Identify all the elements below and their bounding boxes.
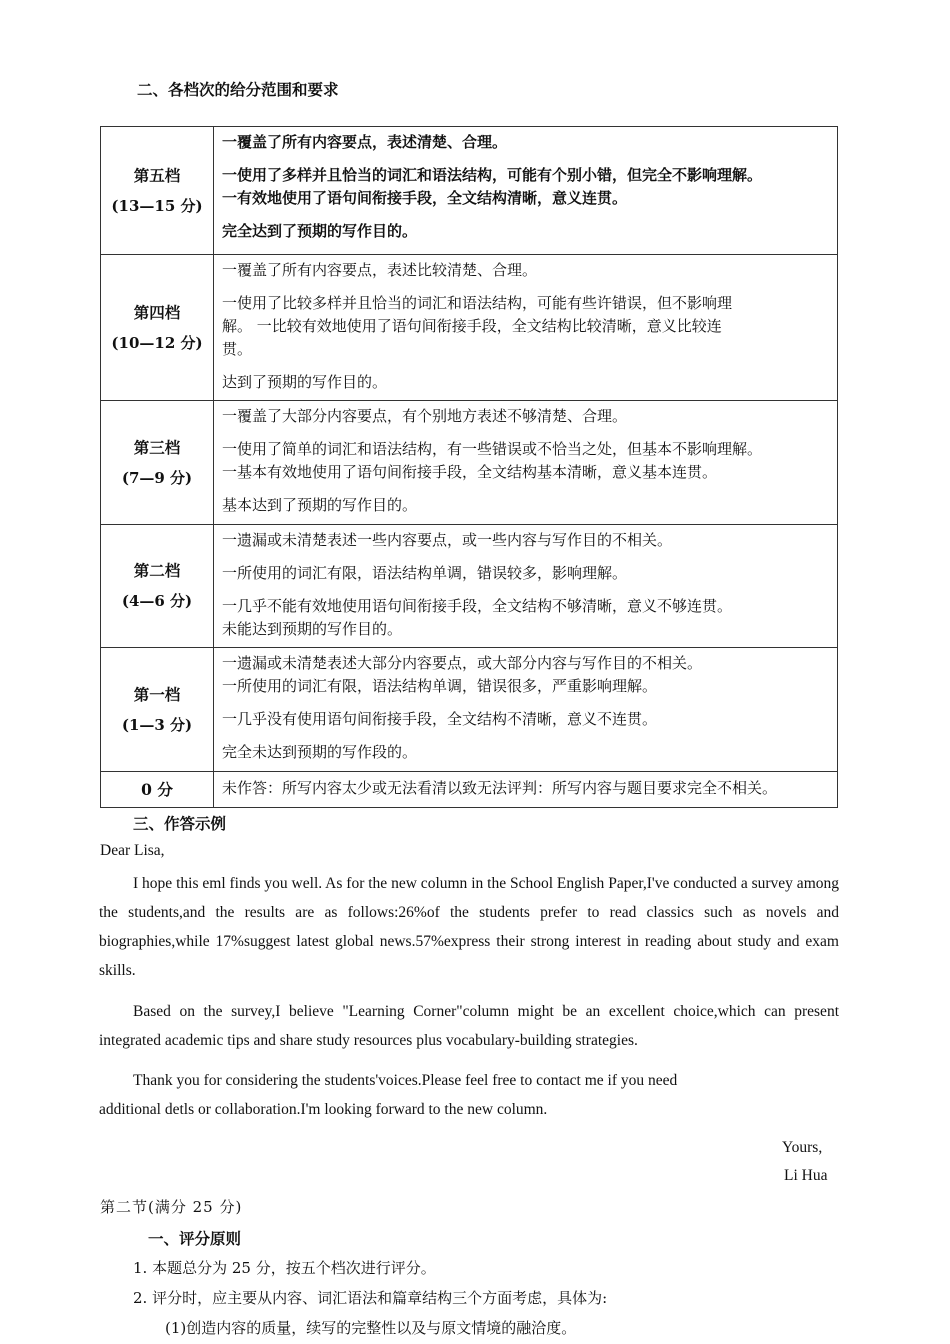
- level-cell: [101, 127, 214, 255]
- letter-body-2: [99, 997, 839, 1055]
- level-name: 第三档: [133, 437, 181, 457]
- scoring-principles-heading: 一、评分原则: [148, 1229, 242, 1248]
- criterion-line: 一几乎没有使用语句间衔接手段，全文结构不清晰，意义不连贯。: [222, 710, 658, 728]
- level-cell: [101, 525, 214, 648]
- rubric-table: [100, 126, 838, 808]
- level-score: (4—6 分): [121, 592, 193, 610]
- level-score: (1—3 分): [121, 715, 193, 734]
- level-score: (10—12 分): [111, 333, 203, 352]
- criterion-line: 解。 一比较有效地使用了语句间衔接手段，全文结构比较清晰，意义比较连: [222, 317, 722, 335]
- level-name: 第二档: [133, 561, 181, 580]
- principle-item: 2. 评分时，应主要从内容、词汇语法和篇章结构三个方面考虑，具体为:: [133, 1289, 608, 1307]
- section-heading-sample-answer: 三、作答示例: [133, 814, 227, 833]
- criterion-line: 一使用了比较多样并且恰当的词汇和语法结构，可能有些许错误，但不影响理: [222, 294, 733, 312]
- rubric-row-level1: [101, 648, 838, 772]
- criterion-line: 一遗漏或未清楚表述一些内容要点，或一些内容与写作目的不相关。: [222, 531, 673, 549]
- rubric-row-level3: [101, 401, 838, 525]
- criterion-line: 一使用了多样并且恰当的词汇和语法结构，可能有个别小错，但完全不影响理解。: [222, 166, 763, 184]
- level-description: [214, 401, 838, 525]
- criterion-line: 达到了预期的写作目的。: [222, 373, 388, 391]
- rubric-row-level2: [101, 525, 838, 648]
- level-description: [214, 648, 838, 772]
- level-cell: [101, 401, 214, 525]
- letter-paragraph-3-line-2: additional detls or collaboration.I'm looking forward to the new column.: [99, 1101, 548, 1118]
- section-heading-grading-levels: 二、各档次的给分范围和要求: [137, 80, 339, 99]
- criterion-line: 完全未达到预期的写作段的。: [222, 743, 418, 761]
- criterion-line: 一基本有效地使用了语句间衔接手段，全文结构基本清晰，意义基本连贯。: [222, 463, 718, 481]
- criterion-line: 贯。: [222, 340, 253, 358]
- level-cell: [101, 648, 214, 772]
- criterion-line: 一所使用的词汇有限，语法结构单调，错误较多，影响理解。: [222, 564, 628, 582]
- level-name: 第一档: [133, 684, 181, 704]
- rubric-row-level4: [101, 255, 838, 401]
- level-name: 第五档: [133, 165, 181, 185]
- level-name: 0 分: [141, 779, 173, 799]
- letter-paragraph: I hope this eml finds you well. As for the new column in the School English Paper,I've conducted a survey among the students,and the results are as follows:26%of the students prefer to read classics such as novels and biographies,while 17%suggest latest global news.57%express their strong interest in reading about study and exam skills.: [99, 875, 839, 979]
- principle-subitem: (1)创造内容的质量，续写的完整性以及与原文情境的融洽度。: [165, 1319, 577, 1337]
- criterion-line: 一覆盖了大部分内容要点，有个别地方表述不够清楚、合理。: [222, 407, 628, 425]
- level-description: [214, 255, 838, 401]
- criterion-line: 一使用了简单的词汇和语法结构，有一些错误或不恰当之处，但基本不影响理解。: [222, 440, 763, 458]
- level-score: (7—9 分): [121, 468, 193, 487]
- criterion-line: 一覆盖了所有内容要点，表述清楚、合理。: [222, 133, 508, 151]
- level-description: [214, 127, 838, 255]
- level-score: (13—15 分): [111, 196, 203, 215]
- letter-paragraph-3-line-1: Thank you for considering the students'voices.Please feel free to contact me if you need: [133, 1072, 678, 1089]
- letter-paragraph: Based on the survey,I believe "Learning Corner"column might be an excellent choice,which can present integrated academic tips and share study resources plus vocabulary-building strategies.: [99, 1003, 839, 1049]
- level-description: [214, 772, 838, 808]
- criterion-line: 一几乎不能有效地使用语句间衔接手段，全文结构不够清晰，意义不够连贯。: [222, 597, 733, 615]
- criterion-line: 完全达到了预期的写作目的。: [222, 222, 418, 240]
- letter-body: [99, 869, 839, 985]
- level-cell: [101, 255, 214, 401]
- criterion-line: 一有效地使用了语句间衔接手段，全文结构清晰，意义连贯。: [222, 189, 628, 207]
- principle-item: 1. 本题总分为 25 分，按五个档次进行评分。: [133, 1259, 436, 1277]
- level-name: 第四档: [133, 302, 181, 322]
- letter-closing: Yours,: [782, 1139, 823, 1156]
- criterion-line: 未作答：所写内容太少或无法看清以致无法评判：所写内容与题目要求完全不相关。: [222, 779, 778, 797]
- letter-signature: Li Hua: [784, 1167, 828, 1184]
- rubric-row-level5: [101, 127, 838, 255]
- rubric-row-level0: [101, 772, 838, 808]
- letter-salutation: Dear Lisa,: [100, 842, 165, 859]
- level-description: [214, 525, 838, 648]
- criterion-line: 一所使用的词汇有限，语法结构单调，错误很多，严重影响理解。: [222, 677, 658, 695]
- criterion-line: 基本达到了预期的写作目的。: [222, 496, 418, 514]
- criterion-line: 一遗漏或未清楚表述大部分内容要点，或大部分内容与写作目的不相关。: [222, 654, 703, 672]
- level-cell: [101, 772, 214, 808]
- criterion-line: 未能达到预期的写作目的。: [222, 620, 403, 638]
- criterion-line: 一覆盖了所有内容要点，表述比较清楚、合理。: [222, 261, 538, 279]
- part2-title: 第二节(满分 25 分): [100, 1198, 243, 1216]
